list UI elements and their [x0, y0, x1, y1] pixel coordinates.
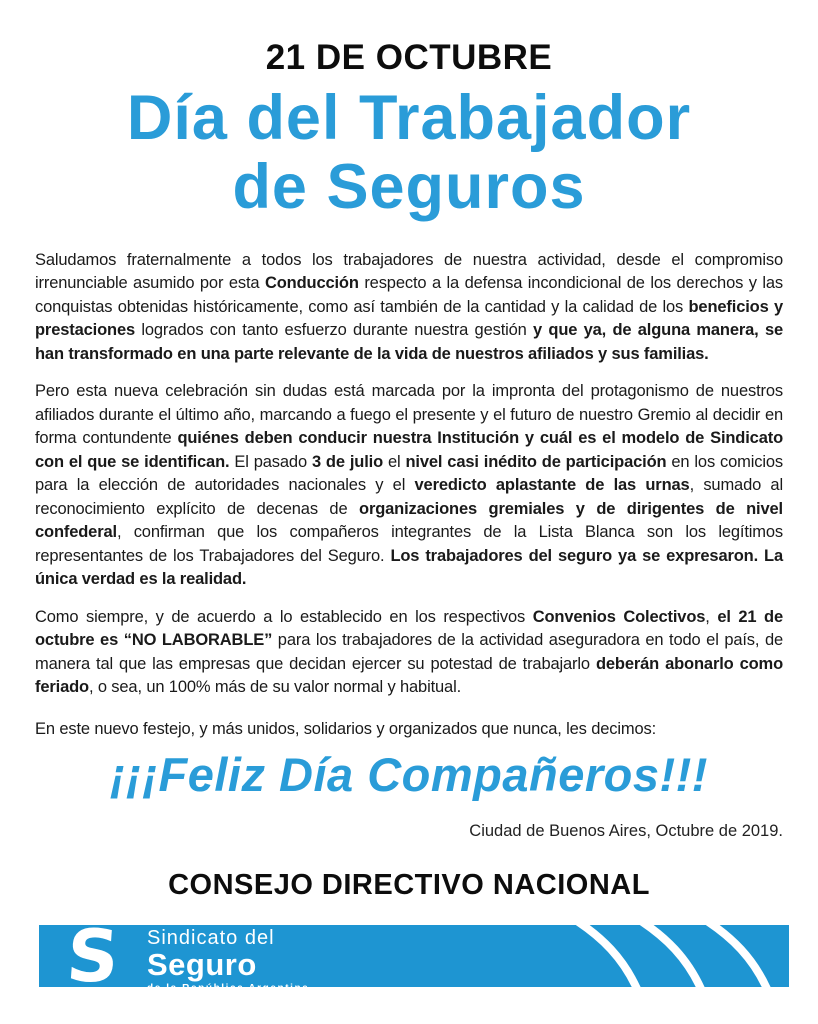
union-s-logo-letter: S: [63, 914, 122, 998]
paragraph-holiday: Como siempre, y de acuerdo a lo establecido en los respectivos Convenios Colectivos, el 21 de octubre es “NO LABORABLE” para los trabajadores de la actividad aseguradora en todo el país, de manera tal que las empresas que decidan ejercer su potestad de trabajarlo deberán abonarlo como feriado, o sea, un 100% más de su valor normal y habitual.: [35, 607, 784, 697]
footer-brand-bar: [39, 914, 789, 998]
slogan-text: ¡¡¡Feliz Día Compañeros!!!: [110, 748, 708, 802]
signature-consejo: CONSEJO DIRECTIVO NACIONAL: [168, 869, 650, 902]
page-title-line2: de Seguros: [232, 152, 586, 223]
dateline: Ciudad de Buenos Aires, Octubre de 2019.: [469, 822, 783, 841]
union-s-logo-icon: [63, 914, 141, 998]
paragraph-greeting: Saludamos fraternalmente a todos los trabajadores de nuestra actividad, desde el compromiso irrenunciable asumido por esta Conducción respecto a la defensa incondicional de los derechos y las conquistas obtenidas históricamente, como así también de la cantidad y la calidad de los beneficios y prestaciones logrados con tanto esfuerzo durante nuestra gestión y que ya, de alguna manera, se han transformado en una parte relevante de la vida de nuestros afiliados y sus familias.: [35, 250, 784, 363]
body-copy: [35, 249, 783, 742]
union-name-line1: Sindicato del: [147, 927, 275, 949]
paragraph-election: Pero esta nueva celebración sin dudas está marcada por la impronta del protagonismo de nuestros afiliados durante el último año, marcando a fuego el presente y el futuro de nuestro Gremio al decidir en forma contundente quiénes deben conducir nuestra Institución y cuál es el modelo de Sindicato con el que se identifican. El pasado 3 de julio el nivel casi inédito de participación en los comicios para la elección de autoridades nacionales y el veredicto aplastante de las urnas, sumado al reconocimiento explícito de decenas de organizaciones gremiales y de dirigentes de nivel confederal, confirman que los compañeros integrantes de la Lista Blanca son los legítimos representantes de los Trabajadores del Seguro. Los trabajadores del seguro ya se expresaron. La única verdad es la realidad.: [35, 382, 783, 589]
page-title: [0, 84, 818, 223]
union-name-line3: de la República Argentina: [147, 983, 310, 994]
page-title-line1: Día del Trabajador: [126, 83, 692, 153]
union-name-line2: Seguro: [147, 947, 257, 982]
closing-line: En este nuevo festejo, y más unidos, solidarios y organizados que nunca, les decimos:: [35, 719, 657, 738]
date-kicker: 21 DE OCTUBRE: [265, 38, 553, 77]
union-logo-text: [147, 928, 309, 994]
decorative-arcs-icon: [519, 925, 789, 987]
